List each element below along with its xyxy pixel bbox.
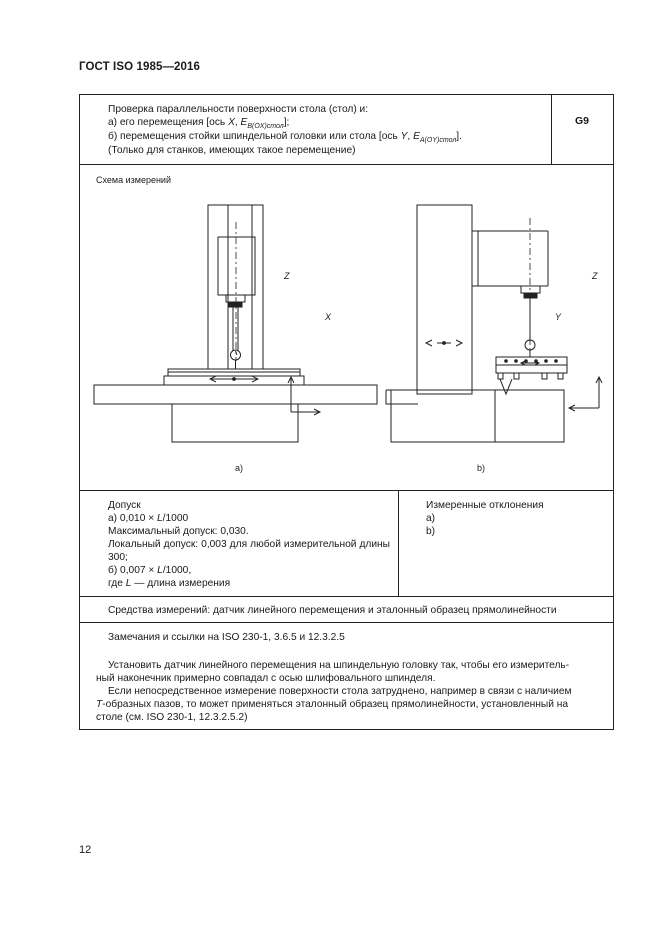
remarks-p1-line2: ный наконечник примерно совпадал с осью шлифовального шпинделя. (96, 673, 436, 684)
divider (398, 490, 399, 596)
divider (80, 596, 613, 597)
axis-label-y: Y (555, 312, 562, 322)
axis-label-z: Z (284, 271, 290, 281)
divider (551, 95, 552, 164)
diagram-label: Схема измерений (96, 175, 171, 185)
measured-b: b) (426, 526, 436, 537)
tolerance-local: Локальный допуск: 0,003 для любой измерительной длины 300; (108, 539, 390, 563)
remarks-p2-line3: столе (см. ISO 230-1, 12.3.2.5.2) (96, 712, 248, 723)
remarks-p1-line1: Установить датчик линейного перемещения на шпиндельную головку так, чтобы его измеритель- (108, 660, 570, 671)
page-number: 12 (79, 844, 92, 856)
diagram-a (94, 205, 377, 442)
check-item-a: а) его перемещения [ось X, $E_{B(OX)стол}$]; (108, 117, 290, 131)
check-title: Проверка параллельности поверхности стола (стол) и: (108, 104, 369, 115)
check-item-b: б) перемещения стойки шпиндельной головки или стола [ось Y, $E_{A(OY)стол}$]. (108, 131, 462, 145)
remarks-title: Замечания и ссылки на ISO 230-1, 3.6.5 и 12.3.2.5 (108, 632, 345, 643)
axis-label-x: X (325, 312, 332, 322)
tolerance-title: Допуск (108, 500, 141, 511)
tolerance-where: где L — длина измерения (108, 578, 231, 589)
measured-title: Измеренные отклонения (426, 500, 544, 511)
check-code: G9 (575, 115, 590, 127)
axis-label-z: Z (592, 271, 598, 281)
document-header: ГОСТ ISO 1985—2016 (79, 61, 201, 73)
check-note: (Только для станков, имеющих такое перемещение) (108, 145, 356, 156)
divider (80, 622, 613, 623)
test-sheet-frame (79, 94, 614, 730)
instruments: Средства измерений: датчик линейного перемещения и эталонный образец прямолинейности (108, 605, 557, 616)
measured-a: а) (426, 513, 436, 524)
measurement-diagram (80, 165, 613, 495)
remarks-p2-line1: Если непосредственное измерение поверхности стола затруднено, например в связи с наличием (108, 686, 572, 697)
tolerance-max: Максимальный допуск: 0,030. (108, 526, 249, 537)
tolerance-a: а) 0,010 × L/1000 (108, 513, 189, 524)
figure-caption-b: b) (477, 463, 486, 473)
diagram-b (386, 205, 602, 442)
figure-caption-a: a) (235, 463, 244, 473)
tolerance-b: б) 0,007 × L/1000, (108, 565, 192, 576)
remarks-p2-line2: T-образных пазов, то может применяться эталонный образец прямолинейности, установленный на (96, 699, 569, 710)
